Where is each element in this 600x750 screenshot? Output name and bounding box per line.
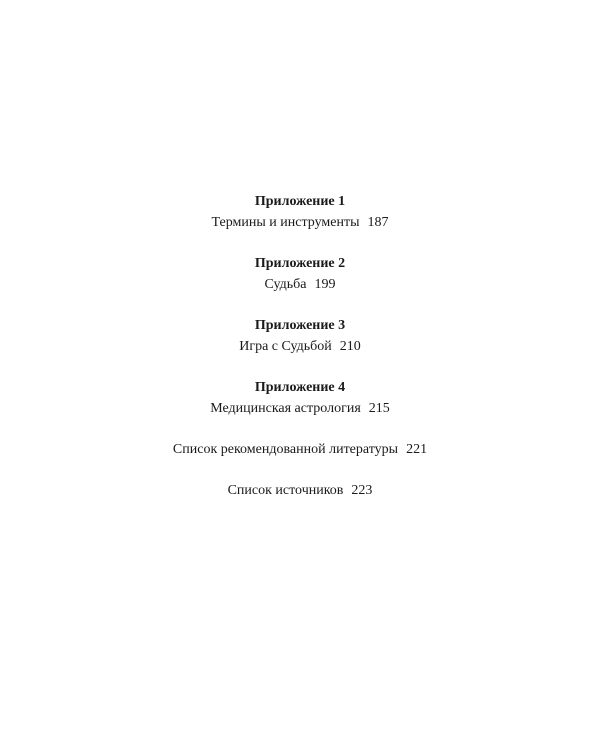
- toc-entry-recommended-literature: [0, 439, 600, 460]
- entry-label: Список источников: [227, 483, 344, 498]
- entry-label: Судьба: [264, 277, 307, 292]
- appendix-entry: [0, 336, 600, 357]
- toc-appendix-1: [0, 191, 600, 233]
- appendix-title: Приложение 3: [254, 318, 346, 333]
- toc-appendix-3: [0, 315, 600, 357]
- entry-label: Список рекомендованной литературы: [172, 442, 399, 457]
- appendix-entry: [0, 212, 600, 233]
- page-number: 210: [339, 339, 361, 354]
- appendix-entry: [0, 274, 600, 295]
- page-number: 199: [314, 277, 336, 292]
- toc-entry-sources: [0, 480, 600, 501]
- entry-label: Игра с Судьбой: [239, 339, 332, 354]
- page-number: 187: [367, 215, 389, 230]
- page-number: 215: [368, 401, 390, 416]
- table-of-contents: [0, 191, 600, 521]
- appendix-title: Приложение 4: [254, 380, 346, 395]
- appendix-title: Приложение 2: [254, 256, 346, 271]
- toc-appendix-2: [0, 253, 600, 295]
- toc-appendix-4: [0, 377, 600, 419]
- entry-label: Медицинская астрология: [210, 401, 361, 416]
- appendix-entry: [0, 398, 600, 419]
- page-number: 223: [351, 483, 373, 498]
- entry-label: Термины и инструменты: [211, 215, 360, 230]
- appendix-title: Приложение 1: [254, 194, 346, 209]
- page-number: 221: [406, 442, 428, 457]
